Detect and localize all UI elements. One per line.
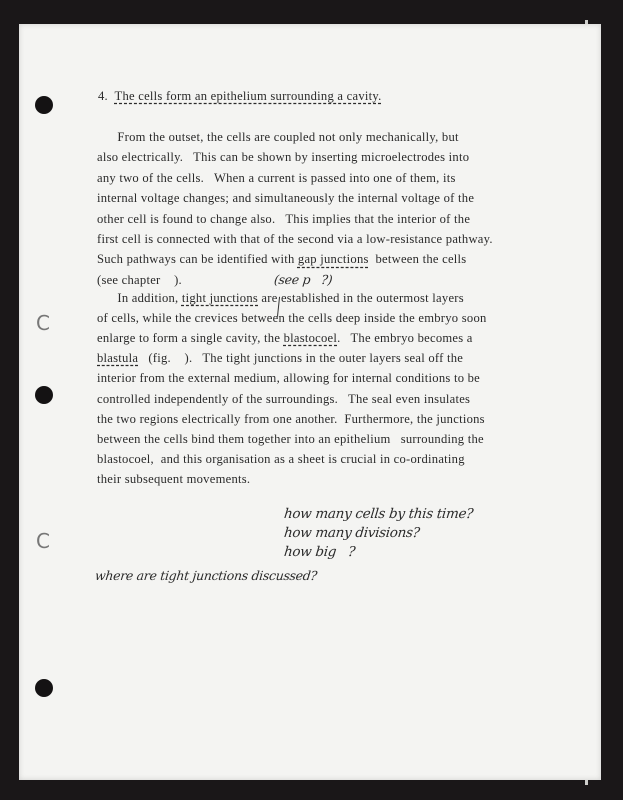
underlined-term: The cells form an epithelium surrounding a cavity.: [114, 89, 382, 103]
paragraph-line: [97, 392, 470, 407]
text-run: other cell is found to change also. This implies that the interior of the: [97, 211, 471, 226]
punch-hole: [35, 679, 53, 697]
text-run: first cell is connected with that of the second via a low-resistance pathway.: [97, 232, 493, 246]
handwritten-question: how many cells by this time?: [283, 506, 474, 522]
paragraph-line: [97, 191, 474, 206]
paragraph-line: [97, 412, 485, 427]
punch-hole: [35, 96, 53, 114]
paragraph-line: [97, 432, 484, 447]
underlined-term: tight junctions: [181, 291, 259, 305]
paragraph-line: [97, 331, 473, 346]
text-run: controlled independently of the surroundings. The seal even insulates: [97, 391, 471, 406]
paragraph-line: [97, 472, 250, 487]
handwritten-question: how big ?: [283, 544, 356, 560]
paragraph-line: [97, 232, 493, 247]
paragraph-line: [97, 171, 456, 186]
paragraph-line: [97, 130, 459, 145]
text-run: From the outset, the cells are coupled not only mechanically, but: [97, 130, 459, 144]
text-run: In addition,: [97, 291, 182, 305]
paragraph-line: [97, 273, 182, 288]
text-run: interior from the external medium, allowing for internal conditions to be: [97, 371, 481, 386]
text-run: internal voltage changes; and simultaneously the internal voltage of the: [97, 191, 475, 206]
handwritten-question: how many divisions?: [283, 525, 421, 541]
text-run: between the cells bind them together into an epithelium surrounding the: [97, 431, 484, 446]
text-run: (fig. ). The tight junctions in the outer layers seal off the: [138, 351, 464, 366]
punch-hole: [35, 386, 53, 404]
section-heading: [98, 89, 382, 104]
paragraph-line: [97, 351, 463, 366]
text-run: Such pathways can be identified with: [97, 252, 298, 267]
text-run: the two regions electrically from one another. Furthermore, the junctions: [97, 411, 485, 426]
handwritten-see-page: (see p ?): [273, 272, 334, 287]
paragraph-line: [97, 150, 469, 165]
staple-mark-icon: C: [36, 311, 50, 335]
text-run: between the cells: [368, 252, 467, 267]
handwritten-note: where are tight junctions discussed?: [94, 568, 318, 583]
text-run: . The embryo becomes a: [337, 331, 473, 346]
paragraph-line: [97, 452, 465, 467]
text-run: are established in the outermost layers: [258, 291, 464, 305]
paragraph-line: [97, 371, 480, 386]
underlined-term: blastocoel: [283, 331, 338, 346]
text-run: 4.: [98, 89, 115, 103]
text-run: of cells, while the crevices between the cells deep inside the embryo soon: [97, 311, 487, 326]
underlined-term: gap junctions: [297, 252, 369, 267]
paragraph-line: [97, 252, 466, 267]
underlined-term: blastula: [97, 351, 139, 366]
text-run: enlarge to form a single cavity, the: [97, 331, 284, 346]
text-run: also electrically. This can be shown by inserting microelectrodes into: [97, 150, 470, 165]
paragraph-line: [97, 311, 487, 326]
text-run: any two of the cells. When a current is passed into one of them, its: [97, 170, 456, 185]
text-run: (see chapter ).: [97, 272, 182, 287]
text-run: blastocoel, and this organisation as a sheet is crucial in co-ordinating: [97, 451, 465, 466]
paragraph-line: [97, 212, 470, 227]
staple-mark-icon: C: [36, 529, 50, 553]
text-run: their subsequent movements.: [97, 471, 251, 486]
